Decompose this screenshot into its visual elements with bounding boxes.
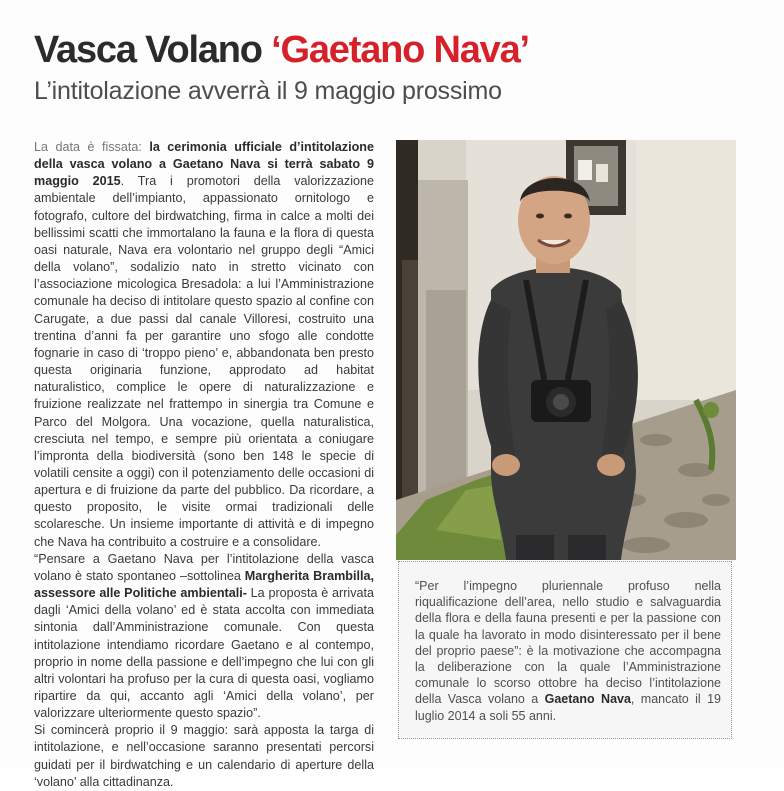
article-subtitle: L’intitolazione avverrà il 9 maggio prossimo [34, 77, 502, 105]
title-plain: Vasca Volano [34, 29, 272, 71]
caption-text [415, 578, 721, 724]
quote-intro: “Pensare a Gaetano Nava per l’intitolazione della vasca volano è stato spontaneo –sottolinea [34, 551, 374, 583]
bold-announcement: la cerimonia ufficiale d’intitolazione della vasca volano a Gaetano Nava si terrà sabato 9 maggio 2015 [34, 140, 374, 189]
paragraph-3-text: Si comincerà proprio il 9 maggio: sarà apposta la targa di intitolazione, e nell’occasione saranno presentati percorsi guidati per il birdwatching e un calendario di aperture della ‘volano’ alla cittadinanza. [34, 723, 374, 789]
article-title [34, 28, 529, 72]
caption-box [398, 561, 732, 739]
portrait-illustration [396, 140, 736, 560]
portrait-photo [396, 140, 736, 560]
paragraph-2 [34, 551, 374, 723]
quote-author: Margherita Brambilla, assessore alle Politiche ambientali- [34, 568, 374, 601]
paragraph-1 [34, 139, 374, 551]
paragraph-1-text: . Tra i promotori della valorizzazione ambientale dell’impianto, appassionato ornitologo e fotografo, cultore del birdwatching, firma in calce a molti dei bellissimi scatti che immortalano la fauna e la flora di questa oasi naturale, Nava era volontario nel gruppo degli “Amici della volano”, sodalizio nato in stretto vicinato con l’associazione micologica Bresadola: a lui l’Amministrazione comunale ha deciso di intitolare questo spazio al confine con Carugate, a due passi dal canale Villoresi, costruito una trentina d’anni fa per garantire uno sfogo alle condotte fognarie in caso di ‘troppo pieno’ e, abbandonata ben presto questa originaria funzione, approdato ad habitat naturalistico, complice le opere di naturalizzazione e fruizione realizzate nel frattempo in sinergia tra Comune e Parco del Molgora. Una vocazione, quella naturalistica, cresciuta nel tempo, e sempre più orientata a coniugare l’impronta della biodiversità (sono ben 148 le specie di volatili censite a oggi) con il potenziamento delle occasioni di apertura e di fruizione da parte del pubblico. Da ricordare, a questo proposito, le visite ormai tradizionali delle scolaresche. Un insieme importante di attività e di impegno che Nava ha contribuito a costruire e a consolidare. [34, 174, 374, 549]
article-body [34, 139, 374, 791]
caption-text-part1: “Per l’impegno pluriennale profuso nella riqualificazione dell’area, nello studio e salvaguardia della flora e della fauna presenti e per la passione con la quale ha lavorato in modo disinteressato per il bene del proprio paese”: è la motivazione che accompagna la deliberazione con la quale l’Amministrazione comunale lo scorso ottobre ha deciso l’intitolazione della Vasca volano a [415, 579, 721, 707]
title-name-highlight: ‘Gaetano Nava’ [271, 29, 529, 71]
lead-text: La data è fissata: [34, 140, 150, 154]
quote-text: La proposta è arrivata dagli ‘Amici della volano’ ed è stata accolta con immediata sintonia dall’Amministrazione comunale. Con questa intitolazione intendiamo ricordare Gaetano e al contempo, proprio in nome della passione e dell’impegno che lui con gli altri volontari ha profuso per la cura di questa oasi, vogliamo ripartire da qui, accanto agli ‘Amici della volano’, per valorizzare ulteriormente questo spazio”. [34, 586, 374, 721]
caption-name: Gaetano Nava [544, 692, 631, 707]
caption-text-part2: , mancato il 19 luglio 2014 a soli 55 anni. [415, 692, 721, 723]
paragraph-3 [34, 722, 374, 791]
